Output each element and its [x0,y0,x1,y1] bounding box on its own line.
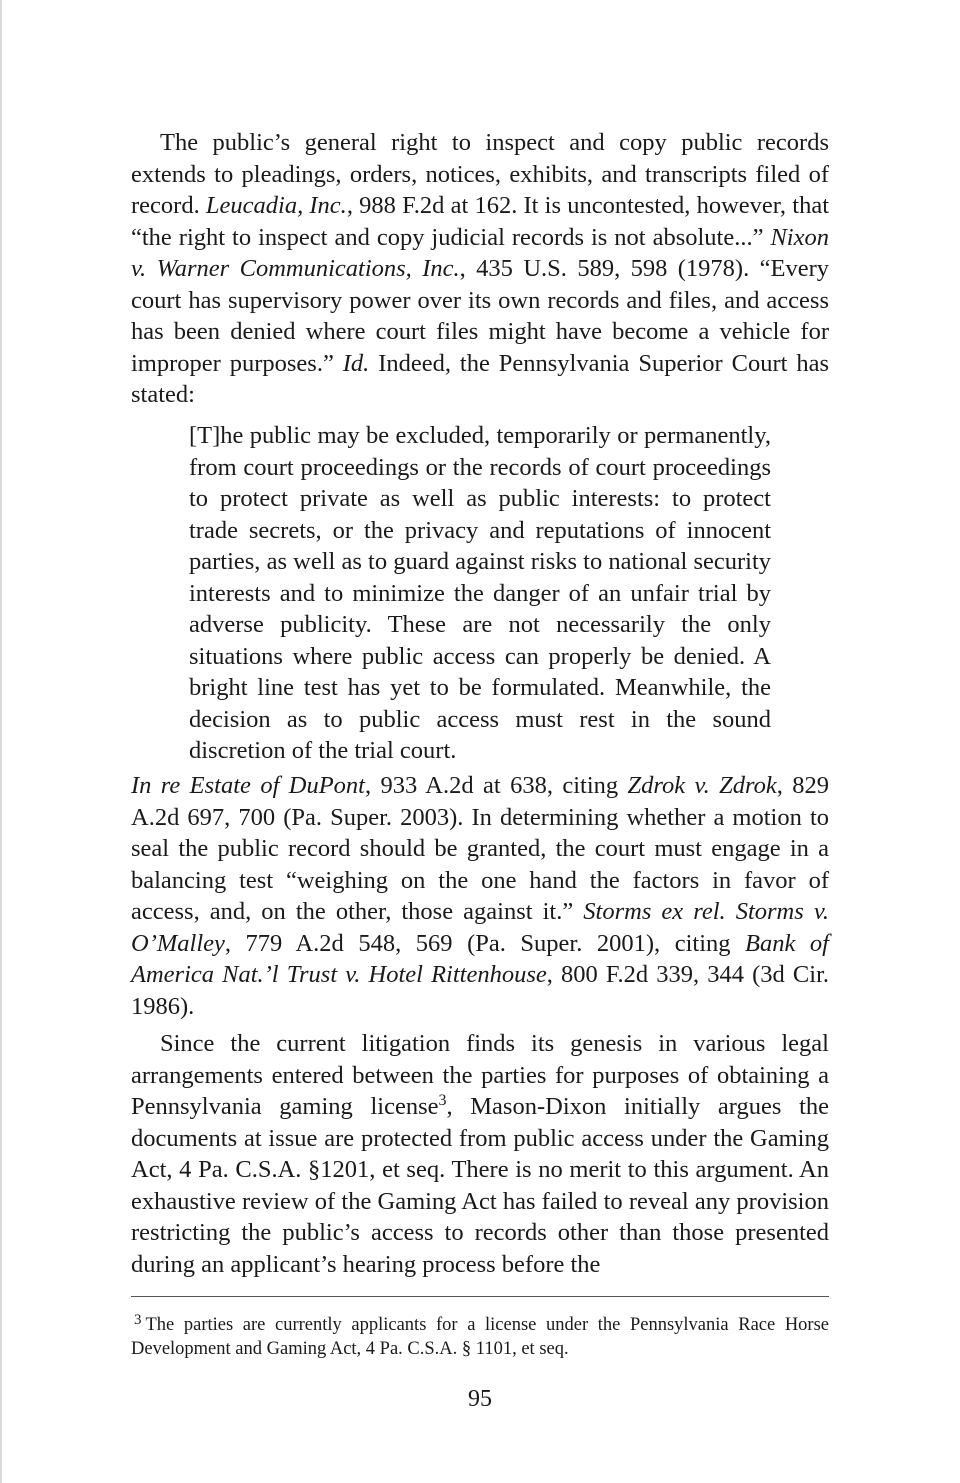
text-run: , 779 A.2d 548, 569 (Pa. Super. 2001), citing [224,929,746,957]
block-quote-text: [T]he public may be excluded, temporarily or permanently, from court proceedings or the records of court proceedings to protect private as well as public interests: to protect trade secrets, or the privacy and reputations of innocent parties, as well as to guard against risks to national security interests and to minimize the danger of an unfair trial by adverse publicity. These are not necessarily the only situations where public access can properly be denied. A bright line test has yet to be formulated. Meanwhile, the decision as to public access must rest in the sound discretion of the trial court. [189,422,771,764]
footnote-divider [131,1296,829,1297]
footnote-reference[interactable]: 3 [438,1091,447,1109]
case-citation: Leucadia, Inc. [205,192,347,219]
text-run: , 829 A.2d 697, 700 (Pa. Super. 2003). In determining whether a motion to seal the public record should be granted, the court must engage in a balancing test “weighing on the one hand the factors in favor of access, and, on the other, those against it.” [131,772,829,925]
case-citation: Nixon v. Warner Communications, Inc. [131,223,829,282]
paragraph-balancing-test [131,770,829,1022]
text-run: Since the current litigation finds its genesis in various legal arrangements entered between the parties for purposes of obtaining a Pennsylvania gaming license [131,1030,829,1120]
block-quote [189,420,771,767]
case-citation: Zdrok v. Zdrok [627,772,777,799]
case-citation: Bank of America Nat.’l Trust v. Hotel Rittenhouse [131,929,829,988]
text-run: , Mason-Dixon initially argues the documents at issue are protected from public access under the Gaming Act, 4 Pa. C.S.A. §1201, et seq. There is no merit to this argument. An exhaustive review of the Gaming Act has failed to reveal any provision restricting the public’s access to records other than those presented during an applicant’s hearing process before the [131,1093,830,1278]
footnote-number: 3 [134,1312,142,1328]
text-run: The public’s general right to inspect and copy public records extends to pleadings, orders, notices, exhibits, and transcripts filed of record. [131,129,829,219]
page-edge [0,0,2,1483]
case-citation: Id. [342,349,370,377]
text-run: , 988 F.2d at 162. It is uncontested, however, that “the right to inspect and copy judicial records is not absolute...” [131,192,829,251]
footnote [131,1308,829,1361]
paragraph-public-right [131,127,829,411]
paragraph-gaming-act [131,1028,829,1280]
page-number: 95 [468,1386,492,1412]
footnote-text: The parties are currently applicants for a license under the Pennsylvania Race Horse Development and Gaming Act, 4 Pa. C.S.A. § 1101, et seq. [131,1315,829,1359]
case-citation: Storms ex rel. Storms v. O’Malley [131,898,829,957]
text-run: , 933 A.2d at 638, citing [364,772,628,799]
case-citation: In re Estate of DuPont [131,772,365,799]
text-run: , 800 F.2d 339, 344 (3d Cir. 1986). [131,961,830,1020]
text-run: , 435 U.S. 589, 598 (1978). “Every court has supervisory power over its own records and files, and access has been denied where court files might have become a vehicle for improper purposes.” [131,255,829,377]
text-run: Indeed, the Pennsylvania Superior Court has stated: [131,349,829,408]
